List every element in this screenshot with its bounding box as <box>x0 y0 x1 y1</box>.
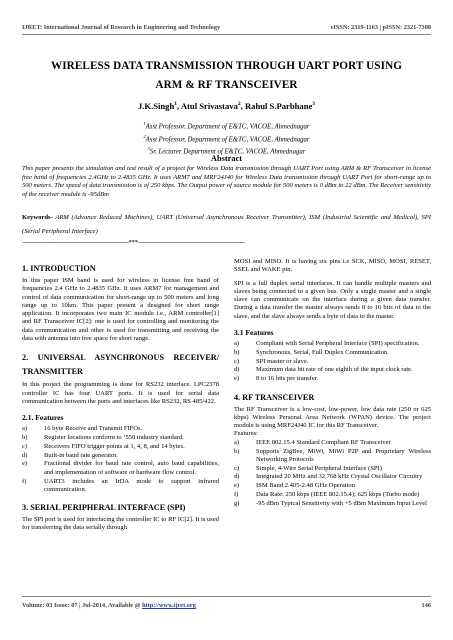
list-item <box>22 478 219 495</box>
subsection-heading: 2.1. Features <box>22 413 64 423</box>
list-item <box>234 358 431 366</box>
title-line-2: ARM & RF TRANSCEIVER <box>155 79 298 91</box>
author: J.K.Singh <box>137 101 175 111</box>
feature-list <box>234 340 431 383</box>
abstract-text: This paper presents the simulation and test result of a project for Wireless Data transmission through UART Port using ARM & RF Transceiver in license free band of frequencies 2.4GHz to 2.4835 GHz. It uses ARM7 and MRF24J40 for Wireless Data transmission through UART Port for short-range up to 500 meters. The speed of data transmission is of 250 kbps. The Output power of source module for 500 meters is 0 dBm to 22 dBm. The Receiver sensitivity of the receiver module is -95dBm <box>22 165 431 198</box>
section-divider <box>22 239 431 246</box>
paper-title <box>30 57 423 95</box>
page-footer <box>22 602 431 609</box>
list-item <box>234 491 431 499</box>
footer-rule <box>22 596 431 597</box>
list-text: Simple, 4-Wire Serial Peripheral Interface (SPI) <box>256 464 382 472</box>
right-column <box>234 258 431 512</box>
section-heading: 3. SERIAL PERIPHERAL INTERFACE (SPI) <box>22 503 186 513</box>
list-item <box>22 443 219 451</box>
list-label: g) <box>234 499 240 507</box>
list-item <box>234 465 431 473</box>
list-text: -95 dBm Typical Sensitivity with +5 dBm Maximum Input Level <box>256 499 427 507</box>
list-text: 8 to 16 bits per transfer. <box>256 375 319 383</box>
section-heading: 1. INTRODUCTION <box>22 264 96 273</box>
list-label: c) <box>22 442 28 450</box>
paragraph: In this project the programming is done for RS232 interface. LPC2378 controller IC has four UART ports. It is used for serial data communication between the ports and interfaces like RS232, RS 485/422. <box>22 381 219 405</box>
list-item <box>22 434 219 442</box>
affiliation-text: Asst Professor, Department of E&TC, VACOE, Ahmednagar <box>145 123 310 131</box>
list-label: d) <box>234 473 240 481</box>
keywords-text: ARM (Advance Reduced Machines), UART (Universal Asynchronous Receiver Transmitter), ISM (Industrial Scientific and Medical), SPI (Serial Peripheral Interface) <box>22 214 431 235</box>
paragraph: The RF Transceiver is a low-cost, low-power, low data rate (250 or 625 kbps) Wireless Personal Area Network (WPAN) device. The project module is using MRF24J40 IC for this RF Transceiver. <box>234 405 431 430</box>
affiliation <box>20 132 433 145</box>
list-item <box>234 366 431 374</box>
list-label: d) <box>234 366 240 374</box>
author-sep: , <box>240 101 245 111</box>
list-label: b) <box>234 447 240 455</box>
list-item <box>22 460 219 477</box>
footer-volume <box>22 602 196 609</box>
author: Rahul S.Parbhane <box>244 101 313 111</box>
issn: eISSN: 2319-1163 | pISSN: 2321-7308 <box>330 24 431 31</box>
list-label: a) <box>234 340 240 348</box>
divider-dashes-left: ------------------------------------------------------------------------- <box>22 239 129 246</box>
author-sep: , <box>177 101 181 111</box>
list-item <box>234 500 431 508</box>
affiliation-sup: 3 <box>147 146 150 152</box>
list-label: d) <box>22 451 28 459</box>
list-text: Register locations conform to ‘550 industry standard. <box>44 434 184 442</box>
journal-link[interactable]: http://www.ijret.org <box>142 602 196 609</box>
list-item <box>22 425 219 433</box>
affiliation-sup: 2 <box>143 133 146 139</box>
divider-stars: *** <box>128 239 138 246</box>
left-column <box>22 254 219 538</box>
list-text: UART3 includes an IrDA mode to support infrared communication. <box>44 477 219 493</box>
list-label: b) <box>234 348 240 356</box>
list-item <box>234 473 431 481</box>
author-sup: 2 <box>237 101 241 108</box>
affiliation-text: Asst Professor, Department of E&TC, VACOE, Ahmednagar <box>145 135 310 143</box>
list-label: f) <box>22 477 27 485</box>
divider-dashes-right: ------------------------------------------------------------------------- <box>137 239 245 246</box>
author: Atul Srivastava <box>180 101 238 111</box>
list-label: c) <box>234 357 240 365</box>
list-label: e) <box>22 460 28 468</box>
affiliations <box>20 119 433 157</box>
footer-volume-text: Volume: 03 Issue: 07 | Jul-2014, Available @ <box>22 602 143 609</box>
list-item <box>234 439 431 447</box>
author-list <box>20 101 433 111</box>
list-text: 16 byte Receive and Transmit FIFOs. <box>44 425 143 433</box>
paragraph: In this paper ISM band is used for wireless in license free band of frequencies 2.4 GHz to 2.4835 GHz. It uses ARM7 for management and control of data communication for short-range up to 500 meters and long range up to 10km. This paper present a designed for short range application. It incorporates two main IC module i.e., ARM controller[1] and RF Transceiver IC[2]: one is used for controlling and monitoring the data communication and other is used for transmitting and receiving the data with antenna into free space for short range. <box>22 277 219 343</box>
list-text: Built-in baud rate generator. <box>44 451 118 459</box>
journal-name: IJRET: International Journal of Research in Engineering and Technology <box>22 24 221 31</box>
page-number: 146 <box>421 602 431 609</box>
subsection-heading: 3.1 Features <box>234 328 274 338</box>
list-label: e) <box>234 482 240 490</box>
list-label: b) <box>22 434 28 442</box>
list-text: Maximum data bit rate of one eighth of the input clock rate. <box>256 366 413 374</box>
features-label: Features: <box>234 430 258 438</box>
keywords <box>22 211 431 239</box>
list-item <box>234 349 431 357</box>
list-item <box>234 340 431 348</box>
list-text: Integrated 20 MHz and 32.768 kHz Crystal Oscillator Circuitry <box>256 473 423 481</box>
paragraph: SPI is a full duplex serial interfaces. It can handle multiple masters and slaves being connected to a given bus. Only a single master and a single slave can communicate on the interface during a given data transfer. During a data transfer the master always sends 8 to 16 bits of data to the slave, and the slave always sends a byte of data to the master. <box>234 279 431 320</box>
list-item <box>234 375 431 383</box>
affiliation <box>20 119 433 132</box>
feature-list <box>234 439 431 508</box>
list-item <box>234 448 431 465</box>
list-text: Synchronous, Serial, Full Duplex Communication. <box>256 348 389 356</box>
list-text: Data Rate: 250 kbps (IEEE 802.15.4); 625 kbps (Turbo mode) <box>256 491 420 499</box>
list-label: c) <box>234 464 240 472</box>
page-header <box>22 24 431 31</box>
list-text: ISM Band 2.405-2.48 GHz Operation <box>256 482 355 490</box>
list-text: IEEE 802.15.4 Standard Compliant RF Transceiver <box>256 438 391 446</box>
affiliation-text: Sr. Lecturer Department of E&TC, VACOE, Ahmednagar <box>149 148 306 156</box>
abstract-heading: Abstract <box>210 154 243 163</box>
list-text: Receivers FIFO trigger points at 1, 4, 8, and 14 bytes. <box>44 442 185 450</box>
paragraph: The SPI port is used for interfacing the controller IC to RF IC[2]. It is used for transferring the data serially through <box>22 516 219 532</box>
author-sup: 1 <box>174 101 178 108</box>
author-sup: 3 <box>312 101 316 108</box>
list-label: a) <box>234 438 240 446</box>
paragraph: MOSI and MISO. It is having six pins i.e SCK, MISO, MOSI, RESET, SSEL and WAKE pin. <box>234 258 431 274</box>
title-line-1: WIRELESS DATA TRANSMISSION THROUGH UART PORT USING <box>50 60 403 72</box>
section-heading: 4. RF TRANSCEIVER <box>234 392 315 402</box>
list-label: e) <box>234 375 240 383</box>
list-label: a) <box>22 425 28 433</box>
list-text: SPI master or slave. <box>256 357 309 365</box>
header-rule <box>22 34 431 35</box>
list-label: f) <box>234 491 239 499</box>
list-text: Compliant with Serial Peripheral Interface (SPI) specification. <box>256 340 420 348</box>
keywords-label: Keywords- <box>22 214 53 221</box>
affiliation-sup: 1 <box>143 121 146 126</box>
list-item <box>234 482 431 490</box>
section-heading: 2. UNIVERSAL ASYNCHRONOUS RECEIVER/ TRANSMITTER <box>22 353 219 377</box>
list-text: Fractional divider for baud rate control, auto baud capabilities, and implementation of software or hardware flow control. <box>44 460 219 476</box>
list-item <box>22 452 219 460</box>
list-text: Supports ZigBee, MiWi, MiWi P2P and Proprietary Wireless Networking Protocols <box>256 447 431 463</box>
feature-list <box>22 425 219 494</box>
